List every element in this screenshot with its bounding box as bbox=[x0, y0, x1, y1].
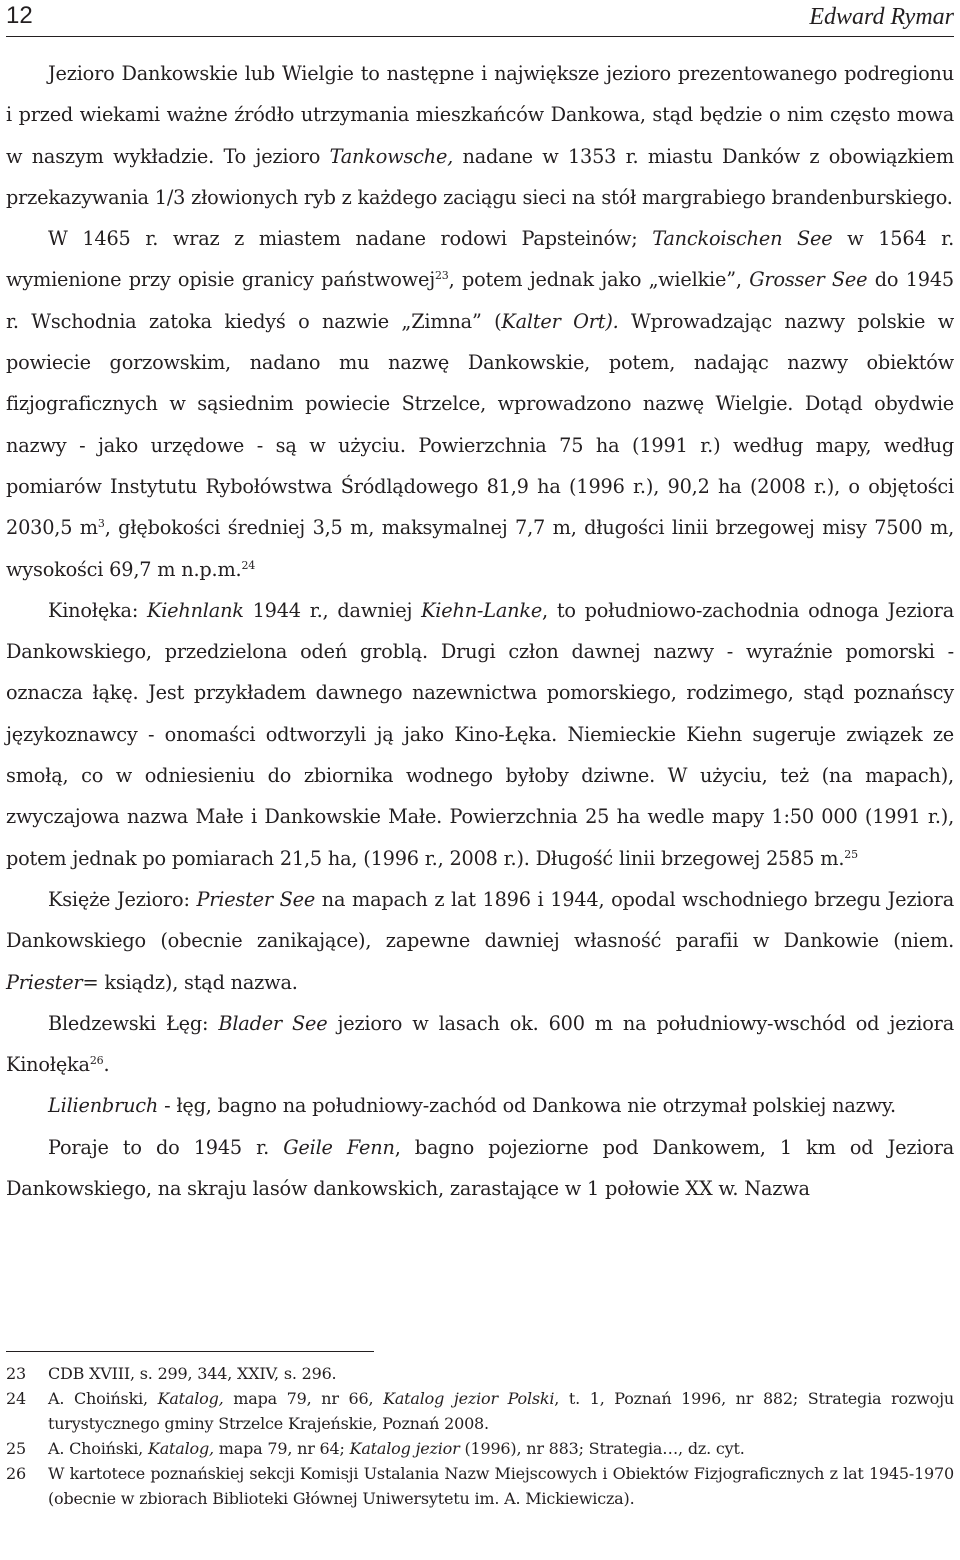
italic-text: Kiehnlank bbox=[146, 598, 244, 622]
text-run: , głębokości średniej 3,5 m, maksymalnej 7,7 m, długości linii brzegowej misy 7500 m, wysokości 69,7 m n.p.m. bbox=[6, 516, 954, 581]
footnote-separator bbox=[6, 1351, 374, 1352]
text-run: Księże Jezioro: bbox=[48, 887, 197, 911]
text-run: w 1564 r. wymienione przy opisie granicy państwowej bbox=[6, 227, 955, 292]
text-run: Jezioro Dankowskie lub Wielgie to następne i największe jezioro prezentowanego podregionu i przed wiekami ważne źródło utrzymania mieszkańców Dankowa, stąd będzie o nim często mowa w naszym wykładzie. To jezioro bbox=[6, 62, 954, 168]
footnote bbox=[6, 1461, 954, 1511]
italic-text: Kiehn-Lanke bbox=[421, 598, 543, 622]
paragraph bbox=[6, 1003, 954, 1086]
footnote bbox=[6, 1386, 954, 1436]
text-run: do 1945 r. Wschodnia zatoka kiedyś o nazwie „Zimna” ( bbox=[6, 268, 954, 333]
text-run: = ksiądz), stąd nazwa. bbox=[82, 970, 298, 994]
text-run: Poraje to do 1945 r. bbox=[48, 1135, 284, 1159]
page-number: 12 bbox=[6, 2, 33, 29]
italic-text: Katalog jezior Polski bbox=[383, 1389, 555, 1408]
footnote-text bbox=[48, 1439, 745, 1458]
footnote-reference: 25 bbox=[844, 847, 858, 861]
text-run: (1996), nr 883; Strategia…, dz. cyt. bbox=[459, 1439, 745, 1458]
text-run: . bbox=[103, 1053, 110, 1077]
text-run: W 1465 r. wraz z miastem nadane rodowi Papsteinów; bbox=[48, 227, 653, 251]
footnote-reference: 3 bbox=[97, 517, 105, 531]
text-run: - łęg, bagno na południowy-zachód od Dankowa nie otrzymał polskiej nazwy. bbox=[158, 1094, 896, 1118]
paragraph bbox=[6, 218, 954, 590]
text-run: A. Choiński, bbox=[48, 1389, 158, 1408]
italic-text: Priester bbox=[6, 970, 83, 994]
text-run: , to południowo-zachodnia odnoga Jeziora Dankowskiego, przedzielona odeń groblą. Drugi człon dawnej nazwy - wyraźnie pomorski - oznacza łąkę. Jest przykładem dawnego nazewnictwa pomorskiego, rodzimego, stąd poznańscy językoznawcy - onomaści odtworzyli ją jako Kino-Łęka. Niemieckie Kiehn sugeruje związek ze smołą, co w odniesieniu do zbiornika wodnego byłoby dziwne. W użyciu, też (na mapach), zwyczajowa nazwa Małe i Dankowskie Małe. Powierzchnia 25 ha wedle mapy 1:50 000 (1991 r.), potem jednak po pomiarach 21,5 ha, (1996 r., 2008 r.). Długość linii brzegowej 2585 m. bbox=[6, 598, 954, 870]
text-run: Wprowadzając nazwy polskie w powiecie gorzowskim, nadano mu nazwę Dankowskie, potem, nadając nazwy obiektów fizjograficznych w sąsiednim powiecie Strzelce, wprowadzono nazwę Wielgie. Dotąd obydwie nazwy - jako urzędowe - są w użyciu. Powierzchnia 75 ha (1991 r.) według mapy, według pomiarów Instytutu Rybołówstwa Śródlądowego 81,9 ha (1996 r.), 90,2 ha (2008 r.), o objętości 2030,5 m bbox=[6, 309, 954, 540]
text-run: , t. 1, Poznań 1996, nr 882; Strategia rozwoju turystycznego gminy Strzelce Krajeńskie, Poznań 2008. bbox=[48, 1389, 954, 1433]
text-run: W kartotece poznańskiej sekcji Komisji Ustalania Nazw Miejscowych i Obiektów Fizjograficznych z lat 1945-1970 (obecnie w zbiorach Biblioteki Głównej Uniwersytetu im. A. Mickiewicza). bbox=[48, 1464, 954, 1508]
italic-text: Lilienbruch bbox=[48, 1094, 159, 1118]
italic-text: Katalog, bbox=[157, 1389, 224, 1408]
paragraph bbox=[6, 1127, 954, 1210]
footnote bbox=[6, 1436, 954, 1461]
italic-text: Kalter Ort). bbox=[501, 309, 619, 333]
paragraph bbox=[6, 1085, 954, 1126]
footnote-text bbox=[48, 1389, 954, 1433]
page-header bbox=[6, 0, 954, 40]
italic-text: Priester See bbox=[196, 887, 316, 911]
italic-text: Blader See bbox=[218, 1011, 328, 1035]
header-rule bbox=[6, 36, 954, 37]
text-run: nadane w 1353 r. miastu Danków z obowiązkiem przekazywania 1/3 złowionych ryb z każdego zaciągu sieci na stół margrabiego brandenburskiego. bbox=[6, 144, 955, 209]
footnote-number: 23 bbox=[6, 1364, 26, 1383]
footnote-reference: 24 bbox=[241, 558, 256, 572]
text-run: , potem jednak jako „wielkie”, bbox=[448, 268, 750, 292]
text-run: mapa 79, nr 64; bbox=[213, 1439, 350, 1458]
text-run: Bledzewski Łęg: bbox=[48, 1011, 219, 1035]
text-run: mapa 79, nr 66, bbox=[223, 1389, 384, 1408]
italic-text: Tankowsche, bbox=[329, 144, 454, 168]
text-run: CDB XVIII, s. 299, 344, XXIV, s. 296. bbox=[48, 1364, 337, 1383]
paragraph bbox=[6, 53, 954, 218]
italic-text: Katalog, bbox=[147, 1439, 214, 1458]
text-run: , bagno pojeziorne pod Dankowem, 1 km od Jeziora Dankowskiego, na skraju lasów dankowskich, zarastające w 1 połowie XX w. Nazwa bbox=[6, 1135, 955, 1201]
body-text bbox=[6, 53, 954, 1209]
italic-text: Geile Fenn bbox=[283, 1135, 395, 1159]
text-run: jezioro w lasach ok. 600 m na południowy-wschód od jeziora Kinołęka bbox=[6, 1011, 954, 1077]
text-run: Kinołęka: bbox=[48, 598, 147, 622]
paragraph bbox=[6, 879, 954, 1003]
footnote bbox=[6, 1361, 954, 1386]
footnotes bbox=[6, 1361, 954, 1511]
footnote-number: 26 bbox=[6, 1464, 26, 1483]
footnote-number: 24 bbox=[6, 1389, 26, 1408]
text-run: 1944 r., dawniej bbox=[243, 598, 422, 622]
text-run: A. Choiński, bbox=[48, 1439, 148, 1458]
paragraph bbox=[6, 590, 954, 879]
footnote-reference: 23 bbox=[434, 269, 449, 283]
footnote-text bbox=[48, 1464, 954, 1508]
italic-text: Grosser See bbox=[749, 268, 868, 292]
footnote-reference: 26 bbox=[89, 1054, 104, 1068]
footnote-number: 25 bbox=[6, 1439, 26, 1458]
running-head-author: Edward Rymar bbox=[809, 4, 954, 30]
footnote-text bbox=[48, 1364, 336, 1383]
text-run: na mapach z lat 1896 i 1944, opodal wschodniego brzegu Jeziora Dankowskiego (obecnie zanikające), zapewne dawniej własność parafii w Dankowie (niem. bbox=[6, 887, 954, 953]
italic-text: Tanckoischen See bbox=[652, 227, 833, 251]
italic-text: Katalog jezior bbox=[349, 1439, 460, 1458]
